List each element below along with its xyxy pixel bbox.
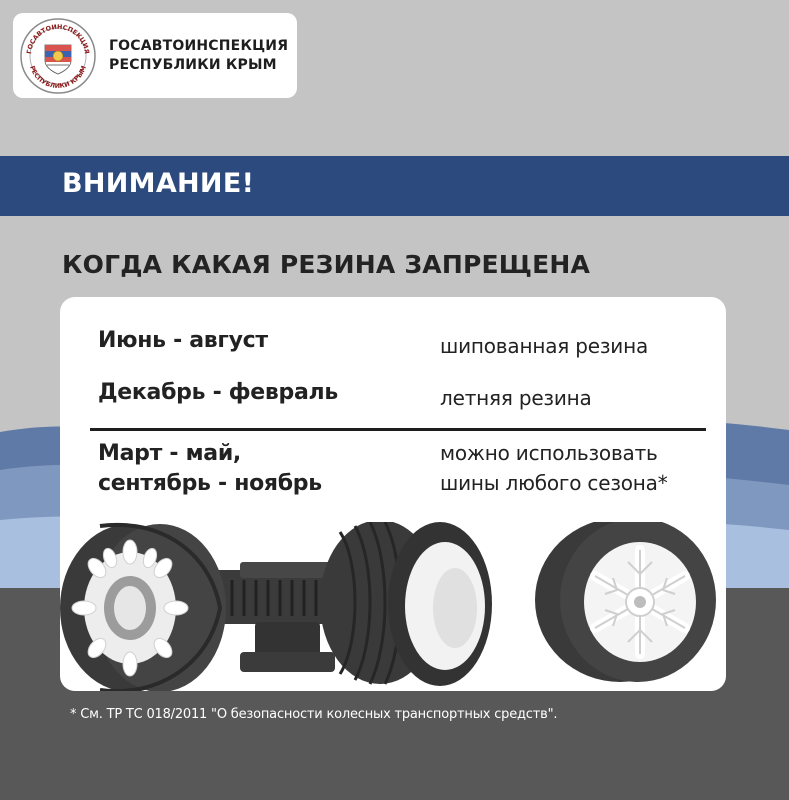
period-offseason-line1: Март - май, bbox=[98, 441, 241, 466]
rule-winter: летняя резина bbox=[440, 386, 592, 410]
period-offseason-line2: сентябрь - ноябрь bbox=[98, 471, 322, 496]
winter-tire-snowflake-icon bbox=[535, 522, 716, 682]
gai-crimea-seal-icon bbox=[19, 17, 97, 95]
rule-summer: шипованная резина bbox=[440, 334, 649, 358]
svg-text:РЕСПУБЛИКИ КРЫМ: РЕСПУБЛИКИ КРЫМ bbox=[28, 64, 88, 91]
divider bbox=[90, 428, 706, 431]
org-name-line1: ГОСАВТОИНСПЕКЦИЯ bbox=[109, 38, 289, 54]
tires-illustration bbox=[60, 522, 726, 691]
org-name-line2: РЕСПУБЛИКИ КРЫМ bbox=[109, 57, 277, 73]
logo-card bbox=[13, 13, 297, 98]
footnote: * См. ТР ТС 018/2011 "О безопасности колесных транспортных средств". bbox=[70, 707, 558, 722]
rule-offseason-line1: можно использовать bbox=[440, 441, 658, 465]
page-title: КОГДА КАКАЯ РЕЗИНА ЗАПРЕЩЕНА bbox=[62, 250, 591, 279]
rule-offseason-line2: шины любого сезона* bbox=[440, 471, 668, 495]
period-summer: Июнь - август bbox=[98, 328, 268, 353]
org-name bbox=[109, 37, 288, 75]
period-winter: Декабрь - февраль bbox=[98, 380, 338, 405]
svg-text:ГОСАВТОИНСПЕКЦИЯ: ГОСАВТОИНСПЕКЦИЯ bbox=[25, 22, 91, 55]
studded-tire-icon bbox=[60, 524, 226, 691]
banner-text: ВНИМАНИЕ! bbox=[62, 168, 255, 199]
tire-rules-card bbox=[60, 297, 726, 691]
summer-tire-icon bbox=[320, 522, 492, 686]
